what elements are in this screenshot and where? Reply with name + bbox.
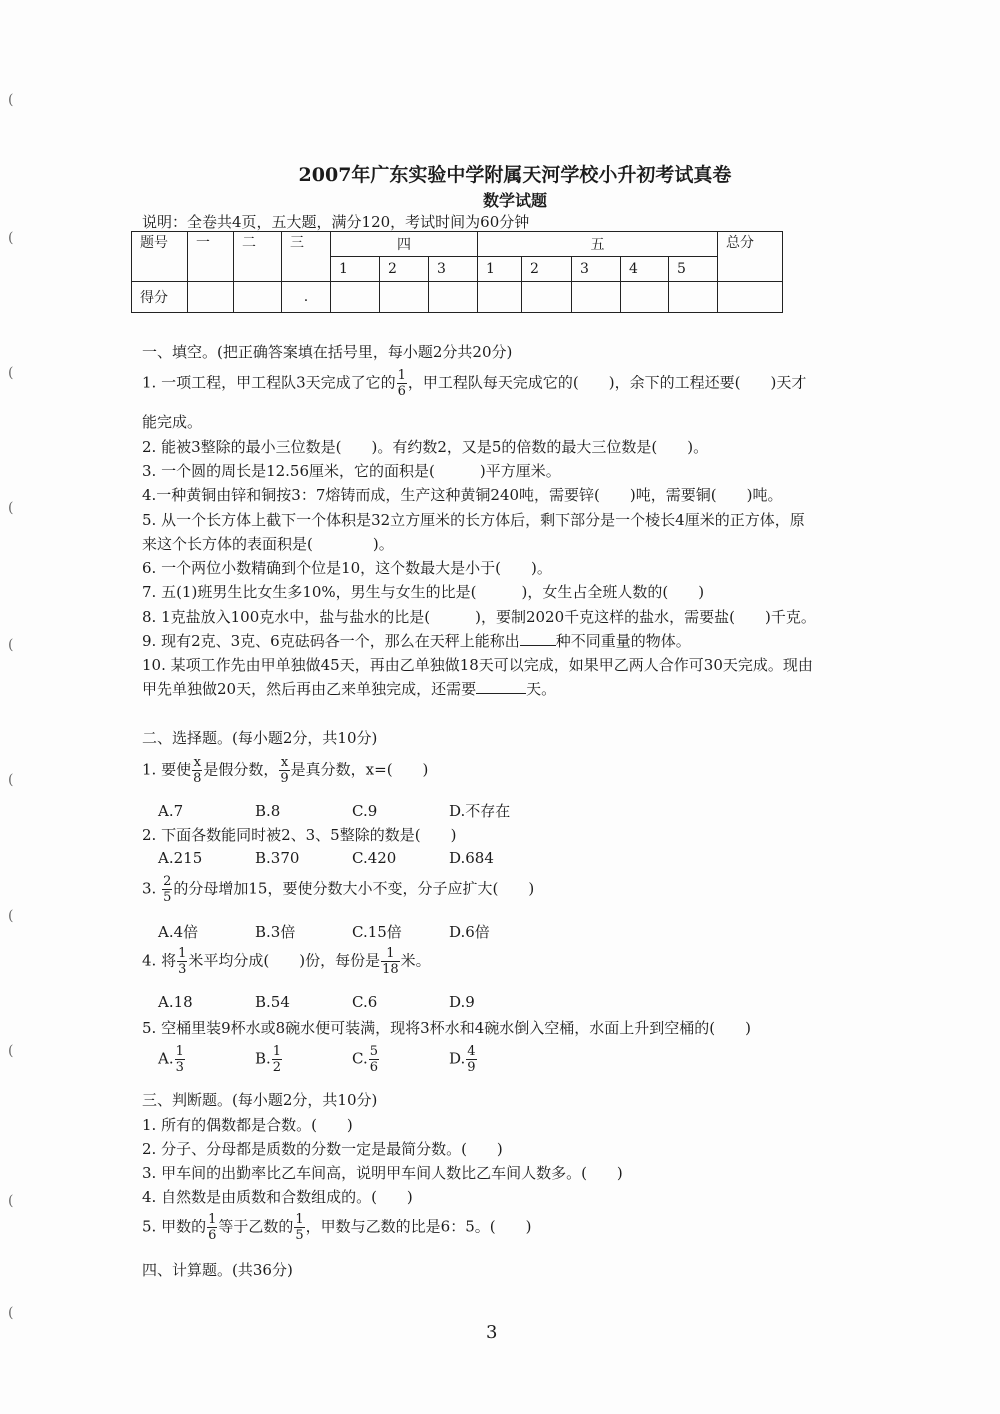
question-choice-1: 1. 要使 $\frac{x}{8}$ 是假分数， $\frac{x}{9}$ 是真分数，x=( )	[142, 755, 429, 786]
binding-mark: (	[8, 1305, 14, 1321]
option[interactable]: C.15倍	[352, 923, 402, 941]
fraction: $\frac{4}{9}$	[467, 1044, 476, 1075]
score-cell[interactable]	[380, 282, 429, 313]
question-fill-3: 3. 一个圆的周长是12.56厘米，它的面积是( )平方厘米。	[142, 462, 561, 480]
fraction: $\frac{5}{6}$	[369, 1044, 378, 1075]
options-choice-4	[158, 993, 546, 1011]
binding-mark: (	[8, 637, 14, 653]
option[interactable]: B.54	[255, 993, 290, 1011]
fraction: $\frac{1}{2}$	[272, 1044, 282, 1075]
option[interactable]: B.3倍	[255, 923, 296, 941]
sub-cell: 2	[380, 257, 429, 282]
option[interactable]: A. $\frac{1}{3}$	[158, 1044, 184, 1075]
section-cell: 四	[331, 232, 478, 257]
score-cell[interactable]	[572, 282, 621, 313]
score-cell[interactable]	[621, 282, 669, 313]
binding-mark: (	[8, 500, 14, 516]
question-fill-4: 4.一种黄铜由锌和铜按3：7熔铸而成，生产这种黄铜240吨，需要锌( )吨，需要铜( )吨。	[142, 486, 783, 504]
score-cell[interactable]	[234, 282, 282, 313]
option[interactable]: D.6倍	[449, 923, 490, 941]
binding-mark: (	[8, 230, 14, 246]
section-heading-fill-in: 一、填空。(把正确答案填在括号里，每小题2分共20分)	[142, 343, 513, 361]
fraction: $\frac{2}{5}$	[163, 874, 172, 905]
options-choice-5	[158, 1044, 546, 1075]
question-fill-5-cont: 来这个长方体的表面积是( )。	[142, 535, 394, 553]
section-cell: 二	[234, 232, 282, 282]
option[interactable]: D. $\frac{4}{9}$	[449, 1044, 476, 1075]
sub-cell: 5	[669, 257, 718, 282]
question-choice-4: 4. 将 $\frac{1}{3}$ 米平均分成( )份，每份是 $\frac{1}{18}$ 米。	[142, 946, 431, 977]
option[interactable]: C. $\frac{5}{6}$	[352, 1044, 378, 1075]
fraction: $\frac{x}{9}$	[280, 755, 289, 786]
question-judge-1: 1. 所有的偶数都是合数。( )	[142, 1116, 353, 1134]
binding-mark: (	[8, 1193, 14, 1209]
exam-title: 2007年广东实验中学附属天河学校小升初考试真卷	[298, 164, 732, 186]
question-fill-9: 9. 现有2克、3克、6克砝码各一个，那么在天秤上能称出 种不同重量的物体。	[142, 632, 691, 650]
question-fill-2: 2. 能被3整除的最小三位数是( )。有约数2，又是5的倍数的最大三位数是( )。	[142, 438, 709, 456]
question-fill-6: 6. 一个两位小数精确到个位是10，这个数最大是小于( )。	[142, 559, 552, 577]
fraction: $\frac{1}{6}$	[397, 368, 406, 399]
row-label-cell: 得分	[132, 282, 188, 313]
binding-mark: (	[8, 365, 14, 381]
options-choice-1	[158, 800, 546, 821]
question-fill-8: 8. 1克盐放入100克水中，盐与盐水的比是( )，要制2020千克这样的盐水，需要盐( )千克。	[142, 608, 816, 626]
binding-mark: (	[8, 1043, 14, 1059]
answer-blank[interactable]	[520, 631, 556, 646]
header-cell: 题号	[132, 232, 188, 282]
option[interactable]: B.370	[255, 849, 300, 867]
binding-mark: (	[8, 772, 14, 788]
question-choice-3: 3. $\frac{2}{5}$ 的分母增加15，要使分数大小不变，分子应扩大( )	[142, 874, 535, 905]
option[interactable]: C.6	[352, 993, 378, 1011]
question-fill-7: 7. 五(1)班男生比女生多10%，男生与女生的比是( )，女生占全班人数的( )	[142, 583, 705, 601]
sub-cell: 3	[572, 257, 621, 282]
exam-subtitle: 数学试题	[482, 191, 547, 210]
question-fill-5: 5. 从一个长方体上截下一个体积是32立方厘米的长方体后，剩下部分是一个棱长4厘米的正方体，原	[142, 511, 805, 529]
question-fill-10-cont: 甲先单独做20天，然后再由乙来单独完成，还需要 天。	[142, 680, 557, 698]
section-cell: 五	[478, 232, 718, 257]
fraction: $\frac{x}{8}$	[193, 755, 202, 786]
option[interactable]: A.18	[158, 993, 193, 1011]
sub-cell: 4	[621, 257, 669, 282]
score-cell[interactable]	[478, 282, 522, 313]
option[interactable]: A.4倍	[158, 923, 199, 941]
question-judge-5: 5. 甲数的 $\frac{1}{6}$ 等于乙数的 $\frac{1}{5}$ ，甲数与乙数的比是6：5。( )	[142, 1212, 532, 1243]
score-cell[interactable]: .	[282, 282, 331, 313]
sub-cell: 2	[522, 257, 572, 282]
option[interactable]: C.420	[352, 849, 397, 867]
fraction: $\frac{1}{6}$	[208, 1212, 217, 1243]
score-cell[interactable]	[188, 282, 234, 313]
binding-mark: (	[8, 92, 14, 108]
question-choice-2: 2. 下面各数能同时被2、3、5整除的数是( )	[142, 826, 457, 844]
fraction: $\frac{1}{3}$	[178, 946, 187, 977]
question-fill-1-cont: 能完成。	[142, 413, 203, 431]
option[interactable]: B. $\frac{1}{2}$	[255, 1044, 282, 1075]
sub-cell: 1	[478, 257, 522, 282]
options-choice-2	[158, 849, 546, 867]
score-cell[interactable]	[429, 282, 478, 313]
score-cell[interactable]	[669, 282, 718, 313]
option[interactable]: B.8	[255, 802, 281, 820]
sub-cell: 3	[429, 257, 478, 282]
section-heading-judgment: 三、判断题。(每小题2分，共10分)	[142, 1091, 378, 1109]
score-cell[interactable]	[718, 282, 783, 313]
option[interactable]: D.9	[449, 993, 475, 1011]
fraction: $\frac{1}{18}$	[382, 946, 399, 977]
question-fill-1: 1. 一项工程，甲工程队3天完成了它的 $\frac{1}{6}$ ，甲工程队每天完成它的( )，余下的工程还要( )天才	[142, 368, 807, 399]
options-choice-3	[158, 921, 546, 942]
page-number: 3	[486, 1322, 498, 1343]
sub-cell: 1	[331, 257, 380, 282]
question-judge-2: 2. 分子、分母都是质数的分数一定是最简分数。( )	[142, 1140, 503, 1158]
option[interactable]: D.不存在	[449, 802, 511, 820]
score-cell[interactable]	[522, 282, 572, 313]
answer-blank[interactable]	[476, 679, 526, 694]
total-cell: 总分	[718, 232, 783, 282]
score-cell[interactable]	[331, 282, 380, 313]
option[interactable]: D.684	[449, 849, 494, 867]
question-choice-5: 5. 空桶里装9杯水或8碗水便可装满，现将3杯水和4碗水倒入空桶，水面上升到空桶的( )	[142, 1019, 751, 1037]
fraction: $\frac{1}{5}$	[295, 1212, 304, 1243]
fraction: $\frac{1}{3}$	[175, 1044, 184, 1075]
score-table	[131, 231, 783, 313]
section-heading-choice: 二、选择题。(每小题2分，共10分)	[142, 729, 378, 747]
exam-instructions: 说明：全卷共4页，五大题，满分120，考试时间为60分钟	[142, 213, 530, 231]
section-heading-calculation: 四、计算题。(共36分)	[142, 1261, 293, 1279]
question-fill-10: 10. 某项工作先由甲单独做45天，再由乙单独做18天可以完成，如果甲乙两人合作可30天完成。现由	[142, 656, 813, 674]
option[interactable]: A.7	[158, 802, 184, 820]
question-judge-4: 4. 自然数是由质数和合数组成的。( )	[142, 1188, 413, 1206]
option[interactable]: A.215	[158, 849, 203, 867]
section-cell: 一	[188, 232, 234, 282]
option[interactable]: C.9	[352, 802, 378, 820]
question-judge-3: 3. 甲车间的出勤率比乙车间高，说明甲车间人数比乙车间人数多。( )	[142, 1164, 623, 1182]
section-cell: 三	[282, 232, 331, 282]
binding-mark: (	[8, 908, 14, 924]
